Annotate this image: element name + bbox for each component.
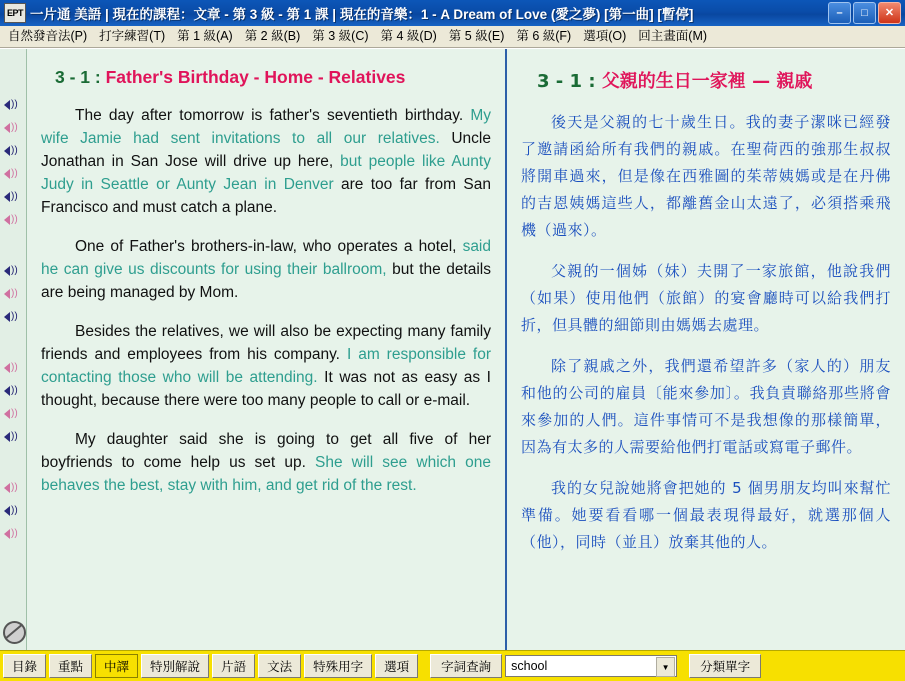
body-text: Uncle Jonathan in San Jose will drive up here, bbox=[41, 130, 491, 170]
speaker-icon[interactable]: )) bbox=[3, 189, 23, 207]
menu-item-typing[interactable]: 打字練習(T) bbox=[99, 29, 166, 43]
body-text: One of Father's brothers-in-law, who operates a hotel, bbox=[75, 238, 463, 255]
english-paragraph bbox=[41, 428, 491, 497]
menu-item-phonics[interactable]: 自然發音法(P) bbox=[8, 29, 88, 43]
menu-item-level-4[interactable]: 第 4 級(D) bbox=[380, 29, 437, 43]
maximize-button[interactable]: □ bbox=[853, 2, 876, 24]
highlighted-text: I am responsible for contacting those who will be attending. bbox=[41, 346, 491, 386]
toolbar-button-grammar[interactable]: 文法 bbox=[258, 654, 301, 678]
app-icon: EPT bbox=[4, 3, 26, 23]
english-paragraph bbox=[41, 235, 491, 304]
speaker-icon[interactable]: )) bbox=[3, 120, 23, 138]
body-text: Besides the relatives, we will also be expecting many family friends and employees from his company. bbox=[41, 323, 491, 363]
speaker-icon[interactable]: )) bbox=[3, 166, 23, 184]
minimize-button[interactable]: – bbox=[828, 2, 851, 24]
english-column bbox=[27, 49, 507, 650]
menu-item-level-3[interactable]: 第 3 級(C) bbox=[312, 29, 369, 43]
bottom-toolbar bbox=[0, 650, 905, 681]
speaker-icon[interactable]: )) bbox=[3, 309, 23, 327]
english-paragraphs bbox=[41, 104, 491, 497]
menu-item-level-6[interactable]: 第 6 級(F) bbox=[516, 29, 572, 43]
toolbar-button-special-explanation[interactable]: 特別解說 bbox=[141, 654, 209, 678]
chinese-paragraph: 我的女兒說她將會把她的 5 個男朋友均叫來幫忙準備。她要看看哪一個最表現得最好，就選那個人（他），同時（並且）放棄其他的人。 bbox=[521, 479, 891, 551]
speaker-icon[interactable]: )) bbox=[3, 360, 23, 378]
toolbar-button-options[interactable]: 選項 bbox=[375, 654, 418, 678]
english-paragraph bbox=[41, 320, 491, 412]
close-button[interactable]: ✕ bbox=[878, 2, 901, 24]
speaker-icon[interactable]: )) bbox=[3, 503, 23, 521]
lesson-number-zh: 3 - 1 : bbox=[537, 71, 596, 92]
body-text: My daughter said she is going to get all five of her boyfriends to come help us set up. bbox=[41, 431, 491, 471]
chinese-column bbox=[507, 49, 905, 650]
lesson-title-zh: 父親的生日一家裡 — 親戚 bbox=[601, 71, 813, 92]
no-sound-icon bbox=[3, 621, 26, 644]
toolbar-button-translation[interactable]: 中譯 bbox=[95, 654, 138, 678]
chevron-down-icon[interactable]: ▼ bbox=[656, 657, 675, 677]
word-search-value: school bbox=[511, 659, 548, 673]
menu-item-options[interactable]: 選項(O) bbox=[583, 29, 627, 43]
toolbar-button-special-words[interactable]: 特殊用字 bbox=[304, 654, 372, 678]
menu-bar bbox=[0, 26, 905, 48]
speaker-icon[interactable]: )) bbox=[3, 480, 23, 498]
speaker-icon[interactable]: )) bbox=[3, 263, 23, 281]
menu-item-level-2[interactable]: 第 2 級(B) bbox=[244, 29, 301, 43]
toolbar-button-contents[interactable]: 目錄 bbox=[3, 654, 46, 678]
chinese-heading bbox=[537, 67, 891, 93]
menu-item-level-1[interactable]: 第 1 級(A) bbox=[177, 29, 233, 43]
lesson-content-area bbox=[0, 48, 905, 650]
menu-item-level-5[interactable]: 第 5 級(E) bbox=[448, 29, 505, 43]
highlighted-text: said he can give us discounts for using their ballroom, bbox=[41, 238, 491, 278]
window-title: 一片通 美語 | 現在的課程：文章 - 第 3 級 - 第 1 課 | 現在的音樂：1 - A Dream of Love (愛之夢) [第一曲] [暫停] bbox=[30, 7, 694, 22]
body-text: but the details are being managed by Mom. bbox=[41, 261, 491, 301]
lesson-number: 3 - 1 : bbox=[55, 67, 101, 87]
toolbar-button-keypoints[interactable]: 重點 bbox=[49, 654, 92, 678]
highlighted-text: but people like Aunty Judy in Seattle or Aunty Jean in Denver bbox=[41, 153, 491, 193]
speaker-icon[interactable]: )) bbox=[3, 526, 23, 544]
title-bar bbox=[0, 0, 905, 26]
speaker-icon[interactable]: )) bbox=[3, 143, 23, 161]
chinese-paragraph: 除了親戚之外，我們還希望許多（家人的）朋友和他的公司的雇員〔能來參加〕。我負責聯絡那些將會來參加的人們。這件事情可不是我想像的那樣簡單，因為有太多的人需要給他們打電話或寫電子郵件。 bbox=[521, 357, 891, 456]
mute-button[interactable] bbox=[3, 621, 26, 644]
speaker-icon[interactable]: )) bbox=[3, 429, 23, 447]
speaker-icon[interactable]: )) bbox=[3, 406, 23, 424]
speaker-icon[interactable]: )) bbox=[3, 97, 23, 115]
body-text: It was not as easy as I thought, because there were too many people to call or e-mail. bbox=[41, 369, 491, 409]
speaker-icon[interactable]: )) bbox=[3, 383, 23, 401]
english-paragraph bbox=[41, 104, 491, 219]
toolbar-button-phrases[interactable]: 片語 bbox=[212, 654, 255, 678]
body-text: The day after tomorrow is father's seventieth birthday. bbox=[75, 107, 471, 124]
body-text: are too far from San Francisco and must catch a plane. bbox=[41, 176, 491, 216]
english-heading bbox=[55, 67, 491, 88]
highlighted-text: My wife Jamie had sent invitations to all our relatives. bbox=[41, 107, 491, 147]
menu-item-main-screen[interactable]: 回主畫面(M) bbox=[638, 29, 708, 43]
chinese-paragraphs bbox=[521, 109, 891, 556]
word-search-combo[interactable] bbox=[505, 655, 677, 677]
lesson-title: Father's Birthday - Home - Relatives bbox=[105, 67, 406, 87]
chinese-paragraph: 後天是父親的七十歲生日。我的妻子潔咪已經發了邀請函給所有我們的親戚。在聖荷西的強那生叔叔將開車過來，但是像在西雅圖的茱蒂姨媽或是在丹佛的吉恩姨媽這些人，都離舊金山太遠了，必須搭乘飛機（過來）。 bbox=[521, 113, 891, 239]
audio-icon-rail bbox=[0, 49, 27, 650]
speaker-icon[interactable]: )) bbox=[3, 286, 23, 304]
chinese-paragraph: 父親的一個姊（妹）夫開了一家旅館，他說我們（如果）使用他們（旅館）的宴會廳時可以給我們打折，但具體的細節則由媽媽去處理。 bbox=[521, 262, 891, 334]
classify-words-button[interactable]: 分類單字 bbox=[689, 654, 761, 678]
speaker-icon[interactable]: )) bbox=[3, 212, 23, 230]
window-controls bbox=[828, 2, 901, 24]
word-lookup-button[interactable]: 字詞查詢 bbox=[430, 654, 502, 678]
highlighted-text: She will see which one behaves the best, stay with him, and get rid of the rest. bbox=[41, 454, 491, 494]
